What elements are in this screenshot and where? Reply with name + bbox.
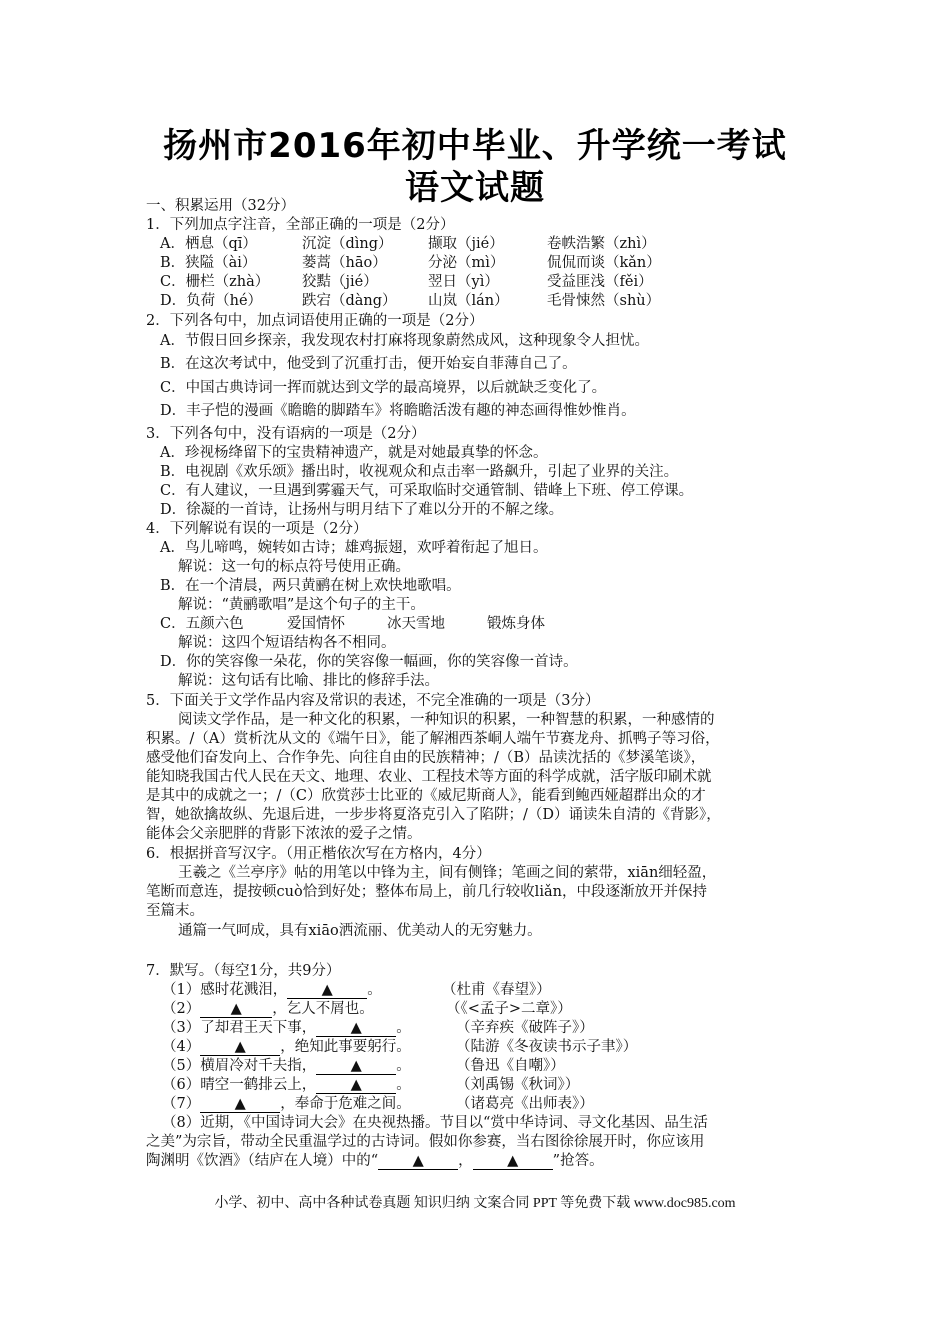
q4-note-b: 解说：“黄鹂歌唱”是这个句子的主干。 xyxy=(178,597,425,613)
q4-note-c: 解说：这四个短语结构各不相同。 xyxy=(178,635,396,651)
q7-item-8-line: 之美”为宗旨，带动全民重温学过的古诗词。假如你参赛，当右图徐徐展开时，你应该用 xyxy=(146,1134,705,1150)
q3-stem: 3．下列各句中，没有语病的一项是（2分） xyxy=(146,426,426,442)
q4-option-b: B．在一个清晨，两只黄鹂在树上欢快地歌唱。 xyxy=(160,578,461,594)
answer-blank[interactable]: ▲ xyxy=(200,1002,272,1018)
q7-item-4: （4） ▲ ，绝知此事要躬行。 xyxy=(162,1039,411,1055)
q7-source-4: （陆游《冬夜读书示子聿》） xyxy=(456,1039,638,1055)
footer-ad: 小学、初中、高中各种试卷真题 知识归纳 文案合同 PPT 等免费下载 www.doc985.com xyxy=(214,1196,736,1211)
q6-line: 至篇末。 xyxy=(146,903,204,919)
q1-c-1: C．栅栏（zhà） xyxy=(160,274,270,290)
q1-c-2: 狡黠（jié） xyxy=(302,274,378,290)
q1-c-4: 受益匪浅（fěi） xyxy=(547,274,653,290)
q1-b-2: 蒌蒿（hāo） xyxy=(302,255,387,271)
q7-source-5: （鲁迅《自嘲》） xyxy=(456,1058,565,1074)
q1-a-4: 卷帙浩繁（zhì） xyxy=(547,236,656,252)
q1-a-3: 撷取（jié） xyxy=(428,236,504,252)
q4-note-a: 解说：这一句的标点符号使用正确。 xyxy=(178,559,410,575)
q3-option-d: D．徐凝的一首诗，让扬州与明月结下了难以分开的不解之缘。 xyxy=(160,502,564,518)
q1-a-1: A．栖息（qī） xyxy=(160,236,257,252)
q1-b-4: 侃侃而谈（kǎn） xyxy=(547,255,661,271)
q1-a-2: 沉淀（dìng） xyxy=(302,236,393,252)
exam-subtitle: 语文试题 xyxy=(405,168,545,208)
q7-source-6: （刘禹锡《秋词》） xyxy=(456,1077,580,1093)
q4-option-d: D．你的笑容像一朵花，你的笑容像一幅画，你的笑容像一首诗。 xyxy=(160,654,578,670)
q5-line: 能体会父亲肥胖的背影下浓浓的爱子之情。 xyxy=(146,826,422,842)
q7-item-1: （1）感时花溅泪， ▲ 。 xyxy=(162,982,382,998)
q4-option-c-1: C．五颜六色 xyxy=(160,616,244,632)
q3-option-b: B．电视剧《欢乐颂》播出时，收视观众和点击率一路飙升，引起了业界的关注。 xyxy=(160,464,679,480)
q2-option-d: D．丰子恺的漫画《瞻瞻的脚踏车》将瞻瞻活泼有趣的神态画得惟妙惟肖。 xyxy=(160,403,636,419)
q4-option-c-2: 爱国情怀 xyxy=(287,616,345,632)
q4-option-c-4: 锻炼身体 xyxy=(487,616,545,632)
q1-b-3: 分泌（mì） xyxy=(428,255,505,271)
q5-line: 智，她欲擒故纵、先退后进，一步步将夏洛克引入了陷阱；/（D）诵读朱自清的《背影》， xyxy=(146,807,721,823)
section-heading: 一、积累运用（32分） xyxy=(146,198,295,214)
q1-c-3: 翌日（yì） xyxy=(428,274,499,290)
q5-line: 积累。/（A）赏析沈从文的《端午日》，能了解湘西茶峒人端午节赛龙舟、抓鸭子等习俗， xyxy=(146,731,720,747)
q7-item-7: （7） ▲ ，奉命于危难之间。 xyxy=(162,1096,411,1112)
answer-blank[interactable]: ▲ xyxy=(473,1154,553,1170)
q4-stem: 4．下列解说有误的一项是（2分） xyxy=(146,521,368,537)
answer-blank[interactable]: ▲ xyxy=(316,1059,396,1075)
q4-option-c-3: 冰天雪地 xyxy=(387,616,445,632)
q2-option-b: B．在这次考试中，他受到了沉重打击，便开始妄自菲薄自己了。 xyxy=(160,356,577,372)
exam-title: 扬州市2016年初中毕业、升学统一考试 xyxy=(163,126,787,166)
q1-d-4: 毛骨悚然（shù） xyxy=(547,293,661,309)
q7-item-3: （3）了却君王天下事， ▲ 。 xyxy=(162,1020,411,1036)
q5-line: 感受他们奋发向上、合作争先、向往自由的民族精神；/（B）品读沈括的《梦溪笔谈》， xyxy=(146,750,706,766)
q2-option-c: C．中国古典诗词一挥而就达到文学的最高境界，以后就缺乏变化了。 xyxy=(160,380,607,396)
q5-stem: 5．下面关于文学作品内容及常识的表述，不完全准确的一项是（3分） xyxy=(146,693,600,709)
q7-item-2: （2） ▲ ，乞人不屑也。 xyxy=(162,1001,374,1017)
q1-d-1: D．负荷（hé） xyxy=(160,293,263,309)
answer-blank[interactable]: ▲ xyxy=(200,1040,280,1056)
q3-option-c: C．有人建议，一旦遇到雾霾天气，可采取临时交通管制、错峰上下班、停工停课。 xyxy=(160,483,694,499)
q3-option-a: A．珍视杨绛留下的宝贵精神遗产，就是对她最真挚的怀念。 xyxy=(160,445,548,461)
q6-line: 王羲之《兰亭序》帖的用笔以中锋为主，间有侧锋；笔画之间的萦带，xiān细轻盈， xyxy=(178,865,717,881)
q5-line: 阅读文学作品，是一种文化的积累，一种知识的积累，一种智慧的积累，一种感情的 xyxy=(178,712,715,728)
q4-option-a: A．鸟儿啼鸣，婉转如古诗；雄鸡振翅，欢呼着衔起了旭日。 xyxy=(160,540,548,556)
q1-d-3: 山岚（lán） xyxy=(428,293,509,309)
q1-stem: 1．下列加点字注音，全部正确的一项是（2分） xyxy=(146,217,455,233)
q7-source-2: （《<孟子>二章》） xyxy=(446,1001,572,1017)
q5-line: 是其中的成就之一；/（C）欣赏莎士比亚的《威尼斯商人》，能看到鲍西娅超群出众的才 xyxy=(146,788,706,804)
q7-item-6: （6）晴空一鹤排云上， ▲ 。 xyxy=(162,1077,411,1093)
q6-stem: 6．根据拼音写汉字。（用正楷依次写在方格内，4分） xyxy=(146,846,491,862)
answer-blank[interactable]: ▲ xyxy=(200,1097,280,1113)
q4-note-d: 解说：这句话有比喻、排比的修辞手法。 xyxy=(178,673,439,689)
q7-source-3: （辛弃疾《破阵子》） xyxy=(456,1020,594,1036)
q7-item-8-last: 陶渊明《饮酒》（结庐在人境）中的“ ▲ ， ▲ ”抢答。 xyxy=(146,1153,604,1169)
q7-item-8-line: （8）近期，《中国诗词大会》在央视热播。节目以“赏中华诗词、寻文化基因、品生活 xyxy=(162,1115,708,1131)
q1-b-1: B．狭隘（ài） xyxy=(160,255,257,271)
answer-blank[interactable]: ▲ xyxy=(378,1154,458,1170)
q7-source-7: （诸葛亮《出师表》） xyxy=(456,1096,594,1112)
q7-item-5: （5）横眉冷对千夫指， ▲ 。 xyxy=(162,1058,411,1074)
q5-line: 能知晓我国古代人民在天文、地理、农业、工程技术等方面的科学成就，活字版印刷术就 xyxy=(146,769,712,785)
q2-stem: 2．下列各句中，加点词语使用正确的一项是（2分） xyxy=(146,313,484,329)
q1-d-2: 跌宕（dàng） xyxy=(302,293,397,309)
answer-blank[interactable]: ▲ xyxy=(316,1021,396,1037)
q7-source-1: （杜甫《春望》） xyxy=(442,982,551,998)
q2-option-a: A．节假日回乡探亲，我发现农村打麻将现象蔚然成风，这种现象令人担忧。 xyxy=(160,333,649,349)
answer-blank[interactable]: ▲ xyxy=(316,1078,396,1094)
q7-stem: 7．默写。（每空1分，共9分） xyxy=(146,963,341,979)
q6-line: 通篇一气呵成，具有xiāo洒流丽、优美动人的无穷魅力。 xyxy=(178,923,542,939)
answer-blank[interactable]: ▲ xyxy=(287,983,367,999)
q6-line: 笔断而意连，提按顿cuò恰到好处；整体布局上，前几行较收liǎn，中段逐渐放开并保持 xyxy=(146,884,707,900)
